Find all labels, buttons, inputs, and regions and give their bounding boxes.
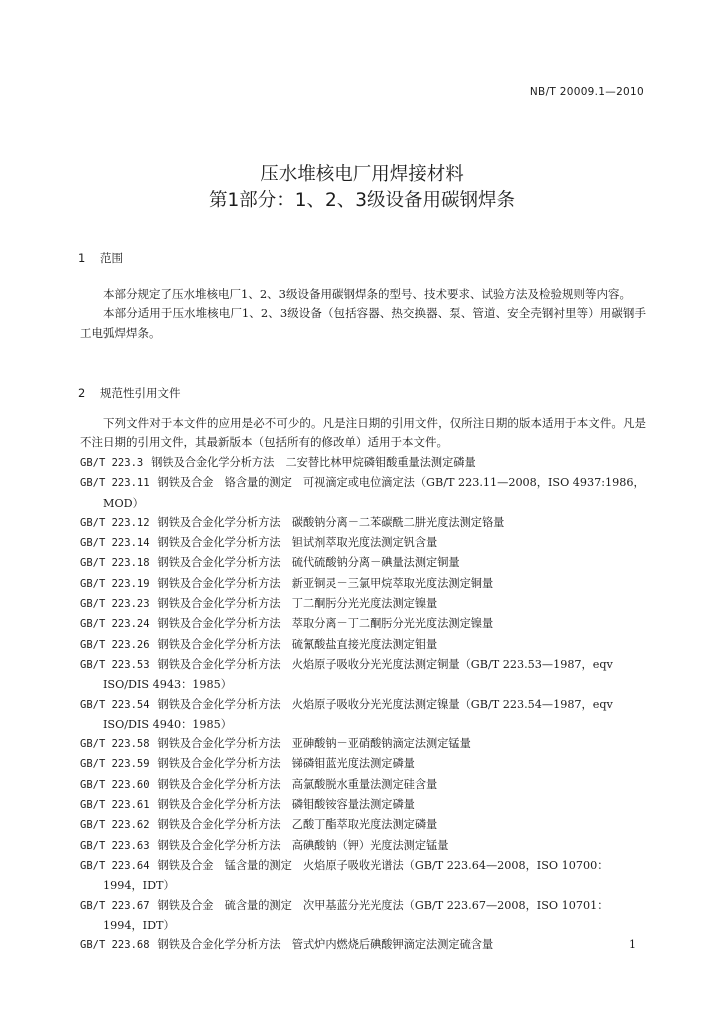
reference-code: GB/T 223.59 — [80, 758, 150, 771]
reference-code: GB/T 223.63 — [80, 839, 150, 852]
page-number: 1 — [629, 938, 636, 951]
reference-item — [80, 734, 646, 754]
scope-paragraph: 本部分规定了压水堆核电厂1、2、3级设备用碳钢焊条的型号、技术要求、试验方法及检验规则等内容。 — [103, 287, 631, 301]
reference-code: GB/T 223.3 — [80, 457, 144, 469]
reference-code: GB/T 223.64 — [80, 859, 150, 872]
reference-title: 钢铁及合金化学分析方法 火焰原子吸收分光光度法测定镍量（GB/T 223.54—1987，eqv ISO/DIS 4940：1985） — [103, 697, 613, 731]
reference-title: 钢铁及合金化学分析方法 萃取分离－丁二酮肟分光光度法测定镍量 — [157, 617, 494, 631]
reference-code: GB/T 223.53 — [80, 658, 150, 671]
reference-code: GB/T 223.18 — [80, 557, 150, 570]
reference-code: GB/T 223.11 — [80, 477, 150, 490]
reference-item — [80, 775, 646, 795]
reference-title: 钢铁及合金化学分析方法 管式炉内燃烧后碘酸钾滴定法测定硫含量 — [157, 938, 494, 952]
section-number: 1 — [78, 251, 86, 265]
reference-item — [80, 795, 646, 815]
section-1-body — [80, 285, 646, 343]
reference-title: 钢铁及合金化学分析方法 高氯酸脱水重量法测定硅含量 — [157, 777, 438, 791]
reference-item — [80, 513, 646, 533]
reference-title: 钢铁及合金 锰含量的测定 火焰原子吸收光谱法（GB/T 223.64—2008，ISO 10700：1994，IDT） — [103, 858, 609, 893]
references-intro: 下列文件对于本文件的应用是必不可少的。凡是注日期的引用文件，仅所注日期的版本适用于本文件。凡是不注日期的引用文件，其最新版本（包括所有的修改单）适用于本文件。 — [80, 416, 646, 450]
reference-code: GB/T 223.54 — [80, 698, 150, 711]
reference-title: 钢铁及合金化学分析方法 火焰原子吸收分光光度法测定铜量（GB/T 223.53—1987，eqv ISO/DIS 4943：1985） — [103, 657, 613, 692]
reference-title: 钢铁及合金化学分析方法 新亚铜灵－三氯甲烷萃取光度法测定铜量 — [157, 576, 494, 590]
reference-title: 钢铁及合金化学分析方法 硫代硫酸钠分离－碘量法测定铜量 — [157, 556, 460, 570]
reference-item — [80, 695, 646, 735]
reference-title: 钢铁及合金 铬含量的测定 可视滴定或电位滴定法（GB/T 223.11—2008，ISO 4937:1986，MOD） — [103, 476, 645, 510]
reference-item — [80, 935, 646, 955]
reference-item — [80, 856, 646, 896]
section-title: 范围 — [100, 251, 123, 265]
section-title: 规范性引用文件 — [100, 386, 181, 400]
reference-item — [80, 836, 646, 856]
reference-code: GB/T 223.58 — [80, 738, 150, 751]
reference-title: 钢铁及合金化学分析方法 丁二酮肟分光光度法测定镍量 — [157, 597, 438, 611]
reference-item — [80, 655, 646, 695]
reference-title: 钢铁及合金化学分析方法 高碘酸钠（钾）光度法测定锰量 — [157, 838, 449, 852]
reference-code: GB/T 223.62 — [80, 819, 150, 832]
section-1-heading — [78, 250, 123, 266]
reference-item — [80, 614, 646, 634]
scope-paragraph: 本部分适用于压水堆核电厂1、2、3级设备（包括容器、热交换器、泵、管道、安全壳钢衬里等）用碳钢手工电弧焊焊条。 — [80, 306, 646, 340]
reference-item — [80, 594, 646, 614]
reference-title: 钢铁及合金化学分析方法 硫氰酸盐直接光度法测定钼量 — [157, 637, 438, 651]
reference-item — [80, 533, 646, 553]
reference-title: 钢铁及合金 硫含量的测定 次甲基蓝分光光度法（GB/T 223.67—2008，ISO 10701：1994，IDT） — [103, 898, 609, 932]
reference-title: 钢铁及合金化学分析方法 碳酸钠分离－二苯碳酰二肼光度法测定铬量 — [157, 515, 505, 529]
reference-code: GB/T 223.61 — [80, 799, 150, 812]
reference-item — [80, 635, 646, 655]
section-2-intro — [80, 414, 646, 453]
reference-title: 钢铁及合金化学分析方法 锑磷钼蓝光度法测定磷量 — [157, 757, 415, 771]
reference-code: GB/T 223.68 — [80, 939, 150, 952]
reference-item — [80, 553, 646, 573]
standard-number: NB/T 20009.1—2010 — [529, 86, 644, 98]
reference-code: GB/T 223.19 — [80, 577, 150, 590]
section-number: 2 — [78, 386, 86, 400]
reference-item — [80, 574, 646, 594]
section-2-heading — [78, 385, 181, 401]
reference-code: GB/T 223.14 — [80, 537, 150, 550]
reference-item — [80, 473, 646, 513]
document-title: 压水堆核电厂用焊接材料 — [260, 164, 464, 185]
reference-code: GB/T 223.24 — [80, 618, 150, 631]
reference-code: GB/T 223.60 — [80, 778, 150, 791]
reference-code: GB/T 223.23 — [80, 598, 150, 611]
reference-code: GB/T 223.12 — [80, 516, 150, 529]
reference-item — [80, 754, 646, 774]
reference-code: GB/T 223.67 — [80, 899, 150, 912]
reference-item — [80, 815, 646, 835]
reference-title: 钢铁及合金化学分析方法 钽试剂萃取光度法测定钒含量 — [157, 536, 438, 550]
reference-list — [80, 453, 646, 955]
reference-code: GB/T 223.26 — [80, 638, 150, 651]
reference-title: 钢铁及合金化学分析方法 磷钼酸铵容量法测定磷量 — [157, 798, 415, 812]
reference-title: 钢铁及合金化学分析方法 亚砷酸钠－亚硝酸钠滴定法测定锰量 — [157, 737, 471, 751]
reference-title: 钢铁及合金化学分析方法 二安替比林甲烷磷钼酸重量法测定磷量 — [151, 456, 476, 469]
reference-item — [80, 896, 646, 936]
reference-item — [80, 453, 646, 473]
document-subtitle: 第1部分：1、2、3级设备用碳钢焊条 — [208, 190, 516, 211]
reference-title: 钢铁及合金化学分析方法 乙酸丁酯萃取光度法测定磷量 — [157, 818, 438, 832]
